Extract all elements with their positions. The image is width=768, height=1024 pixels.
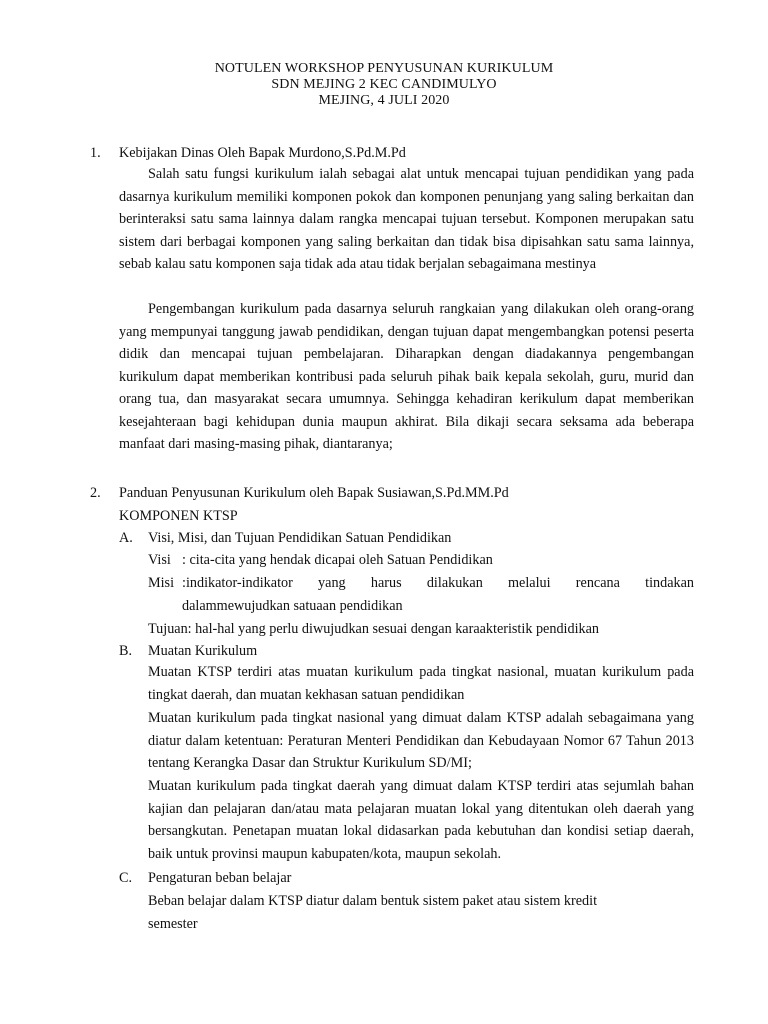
item-c-title: Pengaturan beban belajar <box>148 870 292 886</box>
item-b-title: Muatan Kurikulum <box>148 643 258 659</box>
section-1-paragraph-2: Pengembangan kurikulum pada dasarnya seluruh rangkaian yang dilakukan oleh orang-orang yang mempunyai tanggung jawab pendidikan, dengan tujuan dapat mengembangkan potensi peserta didik dan mencapai tujuan pembelajaran. Diharapkan dengan diadakannya pengembangan kurikulum dapat memberikan kontribusi pada seluruh pihak baik kepala sekolah, guru, murid dan orang tua, dan masyarakat secara umumnya. Sehingga kehadiran kerikulum dapat memberikan kesejahteraan bagi kehidupan dunia maupun akhirat. Bila dikaji secara seksama ada beberapa manfaat dari masing-masing pihak, diantaranya; <box>119 301 694 452</box>
misi-label: Misi <box>148 575 175 591</box>
item-b-paragraph-1: Muatan KTSP terdiri atas muatan kurikulum pada tingkat nasional, muatan kurikulum pada tingkat daerah, dan muatan kekhasan satuan pendidikan <box>148 664 694 703</box>
item-a-letter: A. <box>119 530 133 546</box>
document-date-line: MEJING, 4 JULI 2020 <box>318 93 450 108</box>
visi-text: : cita-cita yang hendak dicapai oleh Satuan Pendidikan <box>182 552 493 568</box>
tujuan-text: Tujuan: hal-hal yang perlu diwujudkan sesuai dengan karaakteristik pendidikan <box>148 621 599 637</box>
item-c-text-line-2: semester <box>148 916 198 932</box>
misi-text: :indikator-indikator yang harus dilakukan melalui rencana tindakan <box>182 575 694 591</box>
item-b-paragraph-2: Muatan kurikulum pada tingkat nasional yang dimuat dalam KTSP adalah sebagaimana yang diatur dalam ketentuan: Peraturan Menteri Pendidikan dan Kebudayaan Nomor 67 Tahun 2013 tentang Kerangka Dasar dan Struktur Kurikulum SD/MI; <box>148 710 694 772</box>
document-title-line-2: SDN MEJING 2 KEC CANDIMULYO <box>271 77 497 92</box>
section-1-paragraph-1: Salah satu fungsi kurikulum ialah sebagai alat untuk mencapai tujuan pendidikan yang pada dasarnya kurikulum memiliki komponen pokok dan komponen penunjang yang saling berkaitan dan berinteraksi satu sama lainnya dalam rangka mencapai tujuan tersebut. Komponen merupakan satu sistem dari berbagai komponen yang saling berkaitan dan tidak bisa dipisahkan satu sama lainnya, sebab kalau satu komponen saja tidak ada atau tidak berjalan sebagaimana mestinya <box>119 166 694 272</box>
document-title-line-1: NOTULEN WORKSHOP PENYUSUNAN KURIKULUM <box>214 61 554 76</box>
item-b-letter: B. <box>119 643 133 659</box>
section-1-number: 1. <box>90 145 101 161</box>
visi-label: Visi <box>148 552 171 568</box>
section-1-heading: Kebijakan Dinas Oleh Bapak Murdono,S.Pd.M.Pd <box>119 145 406 161</box>
section-2-heading: Panduan Penyusunan Kurikulum oleh Bapak Susiawan,S.Pd.MM.Pd <box>119 485 509 501</box>
item-c-text-line-1: Beban belajar dalam KTSP diatur dalam bentuk sistem paket atau sistem kredit <box>148 893 598 909</box>
misi-continuation: dalammewujudkan satuaan pendidikan <box>182 598 403 614</box>
section-2-number: 2. <box>90 485 101 501</box>
item-a-title: Visi, Misi, dan Tujuan Pendidikan Satuan Pendidikan <box>148 530 452 546</box>
item-b-paragraph-3: Muatan kurikulum pada tingkat daerah yang dimuat dalam KTSP terdiri atas sejumlah bahan kajian dan pelajaran dan/atau mata pelajaran muatan lokal yang ditentukan oleh daerah yang bersangkutan. Penetapan muatan lokal didasarkan pada kebutuhan dan kondisi setiap daerah, baik untuk provinsi maupun kabupaten/kota, maupun sekolah. <box>148 778 694 862</box>
item-c-letter: C. <box>119 870 133 886</box>
section-2-subheading: KOMPONEN KTSP <box>119 508 238 524</box>
